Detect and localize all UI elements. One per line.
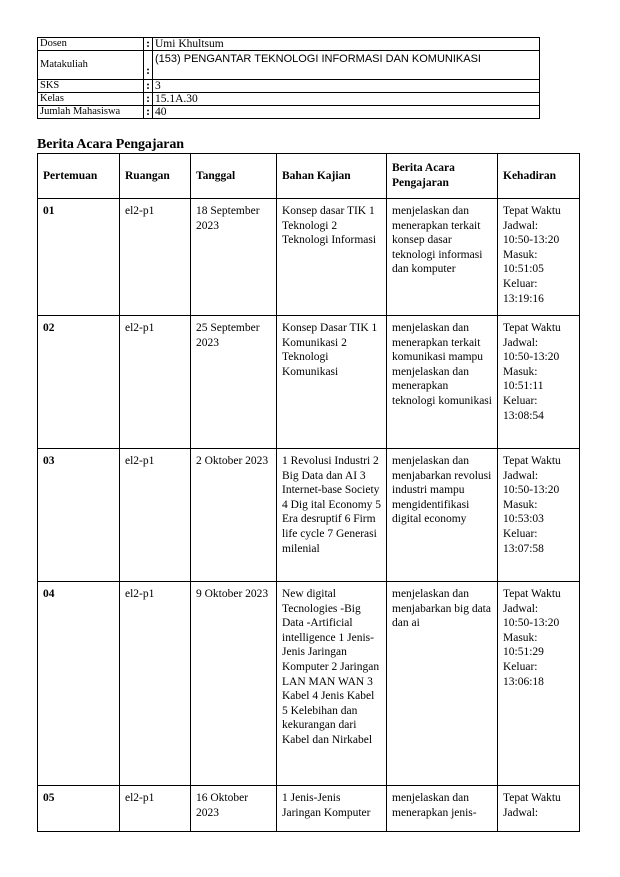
section-title: Berita Acara Pengajaran	[37, 137, 184, 152]
attendance-out-time: 13:07:58	[503, 542, 544, 555]
attendance-schedule-label: Jadwal:	[503, 219, 539, 232]
cell-pertemuan: 04	[38, 582, 120, 786]
attendance-in-label: Masuk:	[503, 631, 538, 644]
cell-bahan-kajian: Konsep dasar TIK 1 Teknologi 2 Teknologi Informasi	[277, 199, 387, 316]
attendance-in-time: 10:51:05	[503, 263, 544, 276]
cell-ruangan: el2-p1	[120, 449, 191, 582]
cell-tanggal: 25 September 2023	[191, 316, 277, 449]
attendance-schedule: 10:50-13:20	[503, 351, 560, 364]
info-label: Jumlah Mahasiswa	[38, 106, 144, 119]
info-value: 15.1A.30	[153, 93, 540, 106]
attendance-schedule: 10:50-13:20	[503, 484, 560, 497]
info-value: (153) PENGANTAR TEKNOLOGI INFORMASI DAN KOMUNIKASI	[153, 51, 540, 80]
header-pertemuan: Pertemuan	[38, 154, 120, 199]
attendance-in-label: Masuk:	[503, 365, 538, 378]
info-label: Matakuliah	[38, 51, 144, 80]
cell-berita-acara: menjelaskan dan menjabarkan big data dan ai	[387, 582, 498, 786]
cell-berita-acara: menjelaskan dan menerapkan jenis-	[387, 786, 498, 832]
info-separator: :	[144, 51, 153, 80]
attendance-schedule-label: Jadwal:	[503, 806, 539, 819]
cell-tanggal: 18 September 2023	[191, 199, 277, 316]
table-row	[38, 316, 580, 449]
cell-tanggal: 2 Oktober 2023	[191, 449, 277, 582]
cell-bahan-kajian: New digital Tecnologies -Big Data -Artificial intelligence 1 Jenis-Jenis Jaringan Komputer 2 Jaringan LAN MAN WAN 3 Kabel 4 Jenis Kabel 5 Kelebihan dan kekurangan dari Kabel dan Nirkabel	[277, 582, 387, 786]
info-separator: :	[144, 38, 153, 51]
attendance-schedule: 10:50-13:20	[503, 617, 560, 630]
attendance-schedule: 10:50-13:20	[503, 234, 560, 247]
info-label: Kelas	[38, 93, 144, 106]
header-tanggal: Tanggal	[191, 154, 277, 199]
cell-tanggal: 16 Oktober 2023	[191, 786, 277, 832]
cell-bahan-kajian: 1 Revolusi Industri 2 Big Data dan AI 3 Internet-base Society 4 Dig ital Economy 5 Era desruptif 6 Firm life cycle 7 Generasi milenial	[277, 449, 387, 582]
table-row	[38, 199, 580, 316]
attendance-out-label: Keluar:	[503, 660, 538, 673]
cell-ruangan: el2-p1	[120, 582, 191, 786]
cell-ruangan: el2-p1	[120, 199, 191, 316]
teaching-log-table	[37, 153, 580, 832]
cell-kehadiran	[498, 449, 580, 582]
cell-tanggal: 9 Oktober 2023	[191, 582, 277, 786]
cell-pertemuan: 03	[38, 449, 120, 582]
attendance-schedule-label: Jadwal:	[503, 602, 539, 615]
attendance-schedule-label: Jadwal:	[503, 469, 539, 482]
cell-bahan-kajian: Konsep Dasar TIK 1 Komunikasi 2 Teknologi Komunikasi	[277, 316, 387, 449]
header-kehadiran: Kehadiran	[498, 154, 580, 199]
info-value: Umi Khultsum	[153, 38, 540, 51]
cell-ruangan: el2-p1	[120, 316, 191, 449]
info-row-jumlah-mahasiswa	[38, 106, 540, 119]
cell-berita-acara: menjelaskan dan menerapkan terkait konsep dasar teknologi informasi dan komputer	[387, 199, 498, 316]
cell-kehadiran	[498, 199, 580, 316]
attendance-out-time: 13:06:18	[503, 675, 544, 688]
cell-pertemuan: 02	[38, 316, 120, 449]
cell-kehadiran	[498, 316, 580, 449]
attendance-out-label: Keluar:	[503, 527, 538, 540]
attendance-status: Tepat Waktu	[503, 205, 561, 217]
info-value: 40	[153, 106, 540, 119]
info-row-sks	[38, 80, 540, 93]
attendance-status: Tepat Waktu	[503, 792, 561, 804]
header-berita-acara: Berita Acara Pengajaran	[387, 154, 498, 199]
cell-bahan-kajian: 1 Jenis-Jenis Jaringan Komputer	[277, 786, 387, 832]
header-ruangan: Ruangan	[120, 154, 191, 199]
table-row	[38, 786, 580, 832]
table-header-row	[38, 154, 580, 199]
attendance-in-time: 10:51:11	[503, 380, 544, 393]
cell-ruangan: el2-p1	[120, 786, 191, 832]
table-row	[38, 449, 580, 582]
attendance-status: Tepat Waktu	[503, 588, 561, 600]
attendance-status: Tepat Waktu	[503, 322, 561, 334]
info-separator: :	[144, 106, 153, 119]
attendance-out-label: Keluar:	[503, 277, 538, 290]
table-row	[38, 582, 580, 786]
cell-berita-acara: menjelaskan dan menerapkan terkait komunikasi mampu menjelaskan dan menerapkan teknologi komunikasi	[387, 316, 498, 449]
info-label: SKS	[38, 80, 144, 93]
cell-pertemuan: 01	[38, 199, 120, 316]
info-row-dosen	[38, 38, 540, 51]
attendance-out-time: 13:19:16	[503, 292, 544, 305]
attendance-in-time: 10:51:29	[503, 646, 544, 659]
cell-kehadiran	[498, 786, 580, 832]
cell-pertemuan: 05	[38, 786, 120, 832]
attendance-in-label: Masuk:	[503, 248, 538, 261]
info-row-matakuliah	[38, 51, 540, 80]
info-row-kelas	[38, 93, 540, 106]
info-separator: :	[144, 93, 153, 106]
header-bahan-kajian: Bahan Kajian	[277, 154, 387, 199]
attendance-status: Tepat Waktu	[503, 455, 561, 467]
attendance-in-label: Masuk:	[503, 498, 538, 511]
cell-kehadiran	[498, 582, 580, 786]
info-value: 3	[153, 80, 540, 93]
course-info-table	[37, 37, 540, 119]
info-separator: :	[144, 80, 153, 93]
info-label: Dosen	[38, 38, 144, 51]
attendance-schedule-label: Jadwal:	[503, 336, 539, 349]
attendance-out-time: 13:08:54	[503, 409, 544, 422]
attendance-in-time: 10:53:03	[503, 513, 544, 526]
attendance-out-label: Keluar:	[503, 394, 538, 407]
cell-berita-acara: menjelaskan dan menjabarkan revolusi industri mampu mengidentifikasi digital economy	[387, 449, 498, 582]
